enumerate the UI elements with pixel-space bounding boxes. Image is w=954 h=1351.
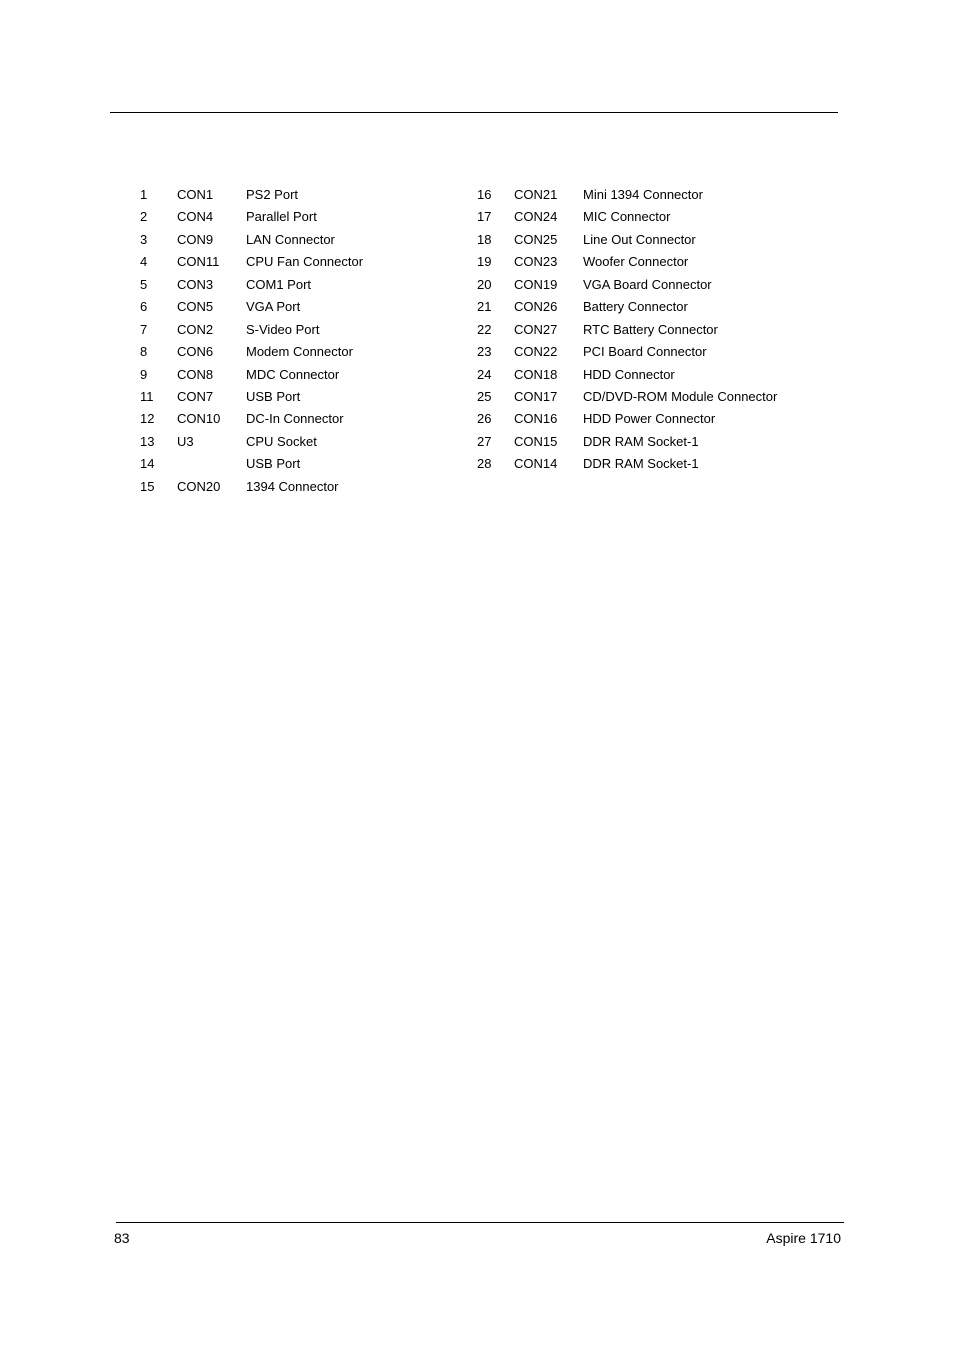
connector-id: CON3 xyxy=(177,276,214,292)
connector-id: CON7 xyxy=(177,388,214,404)
connector-number: 28 xyxy=(477,456,492,472)
connector-description: LAN Connector xyxy=(246,231,335,247)
connector-description: PCI Board Connector xyxy=(583,344,707,360)
connector-id: CON5 xyxy=(177,299,214,315)
connector-id: CON23 xyxy=(514,254,558,270)
connector-description: VGA Board Connector xyxy=(583,276,712,292)
connector-description: VGA Port xyxy=(246,299,301,315)
connector-number: 9 xyxy=(140,366,148,382)
connector-number: 2 xyxy=(140,209,148,225)
connector-id: CON8 xyxy=(177,366,214,382)
connector-description: CPU Fan Connector xyxy=(246,254,364,270)
connector-description: USB Port xyxy=(246,388,301,404)
connector-id: CON4 xyxy=(177,209,214,225)
connector-description: DDR RAM Socket-1 xyxy=(583,433,699,449)
connector-id: CON21 xyxy=(514,187,558,202)
connector-description: Woofer Connector xyxy=(583,254,689,270)
connector-number: 13 xyxy=(140,433,155,449)
connector-number: 19 xyxy=(477,254,492,270)
connector-description: COM1 Port xyxy=(246,276,312,292)
connector-id: CON16 xyxy=(514,411,558,427)
model-name: Aspire 1710 xyxy=(766,1230,841,1246)
connector-description: USB Port xyxy=(246,456,301,472)
connector-description: HDD Power Connector xyxy=(583,411,716,427)
connector-number: 1 xyxy=(140,187,148,202)
connector-id: CON17 xyxy=(514,388,558,404)
page-number: 83 xyxy=(114,1230,130,1246)
connector-description: Line Out Connector xyxy=(583,231,696,247)
connector-id: CON6 xyxy=(177,344,214,360)
connector-number: 15 xyxy=(140,478,155,494)
connector-id: U3 xyxy=(177,433,194,449)
connector-id: CON2 xyxy=(177,321,214,337)
connector-number: 6 xyxy=(140,299,148,315)
connector-id: CON26 xyxy=(514,299,558,315)
connector-description: CD/DVD-ROM Module Connector xyxy=(583,388,778,404)
connector-number: 14 xyxy=(140,456,155,472)
connector-description: Parallel Port xyxy=(246,209,317,225)
connector-number: 18 xyxy=(477,231,492,247)
footer-rule xyxy=(116,1222,844,1223)
connector-id: CON14 xyxy=(514,456,558,472)
connector-id: CON25 xyxy=(514,231,558,247)
connector-number: 17 xyxy=(477,209,492,225)
connector-number: 27 xyxy=(477,433,492,449)
connector-id: CON27 xyxy=(514,321,558,337)
connector-id: CON9 xyxy=(177,231,214,247)
connector-description: Modem Connector xyxy=(246,344,353,360)
connector-description: Battery Connector xyxy=(583,299,688,315)
connector-description: DDR RAM Socket-1 xyxy=(583,456,699,472)
connector-description: Mini 1394 Connector xyxy=(583,187,703,202)
connector-description: 1394 Connector xyxy=(246,478,339,494)
connector-description: MDC Connector xyxy=(246,366,340,382)
connector-id: CON18 xyxy=(514,366,558,382)
connector-id: CON11 xyxy=(177,254,220,270)
connector-id: CON19 xyxy=(514,276,558,292)
connector-number: 21 xyxy=(477,299,492,315)
connector-number: 7 xyxy=(140,321,148,337)
connector-number: 4 xyxy=(140,254,148,270)
connector-description: RTC Battery Connector xyxy=(583,321,718,337)
connector-description: HDD Connector xyxy=(583,366,675,382)
connector-number: 11 xyxy=(140,388,154,404)
connector-number: 20 xyxy=(477,276,492,292)
connector-id: CON15 xyxy=(514,433,558,449)
connector-number: 25 xyxy=(477,388,492,404)
header-rule xyxy=(110,112,838,113)
connector-number: 23 xyxy=(477,344,492,360)
connector-number: 26 xyxy=(477,411,492,427)
connector-number: 3 xyxy=(140,231,148,247)
connector-number: 12 xyxy=(140,411,155,427)
connector-number: 8 xyxy=(140,344,148,360)
connector-description: CPU Socket xyxy=(246,433,317,449)
connector-id: CON22 xyxy=(514,344,558,360)
connector-number: 5 xyxy=(140,276,148,292)
connector-description: S-Video Port xyxy=(246,321,320,337)
connector-description: MIC Connector xyxy=(583,209,671,225)
connector-number: 16 xyxy=(477,187,492,202)
connector-number: 24 xyxy=(477,366,492,382)
connector-number: 22 xyxy=(477,321,492,337)
connector-description: DC-In Connector xyxy=(246,411,344,427)
connector-id: CON20 xyxy=(177,478,221,494)
connector-id: CON1 xyxy=(177,187,214,202)
connector-description: PS2 Port xyxy=(246,187,299,202)
connector-id: CON24 xyxy=(514,209,558,225)
connector-id: CON10 xyxy=(177,411,221,427)
